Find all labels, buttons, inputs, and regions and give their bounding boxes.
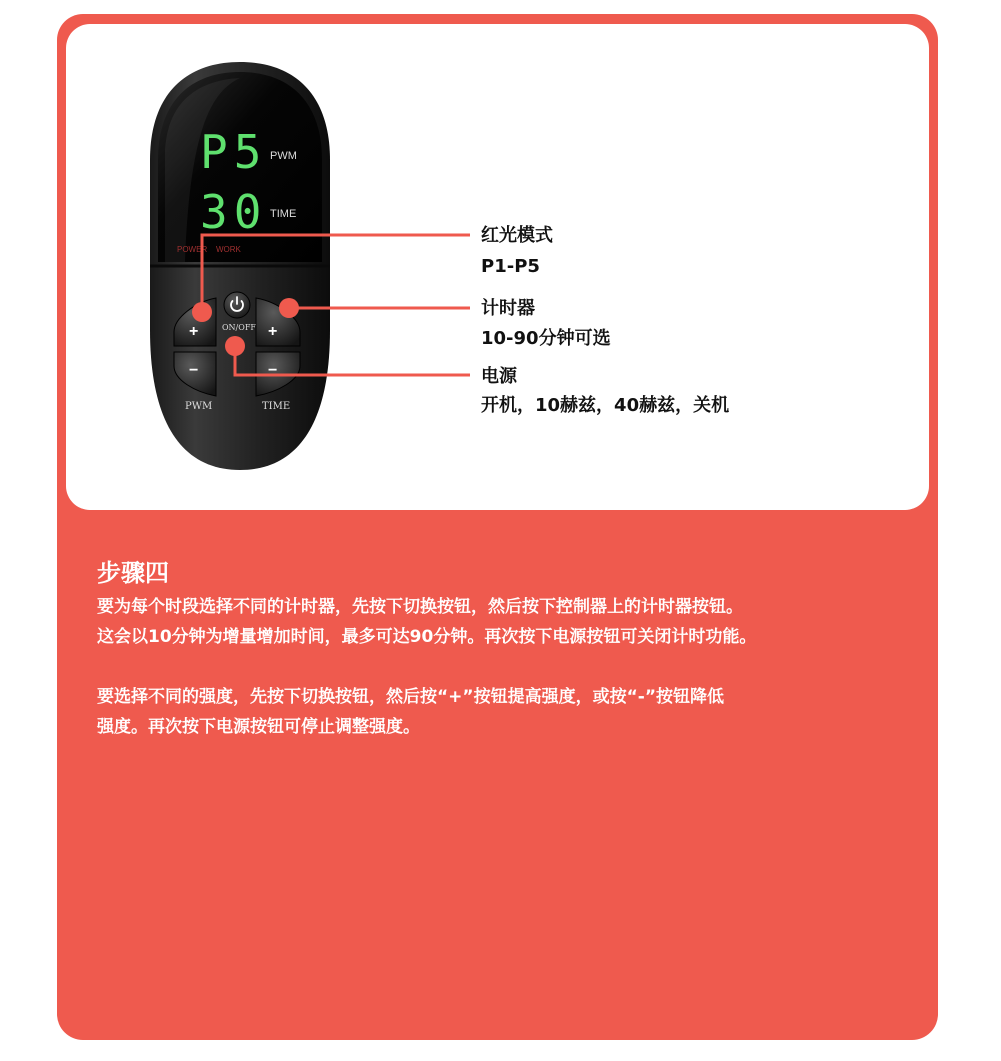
- callout-power-detail: 开机，10赫兹，40赫兹，关机: [481, 395, 730, 416]
- time-minus-symbol: −: [268, 362, 278, 379]
- time-plus-symbol: +: [268, 323, 278, 340]
- pwm-label: PWM: [185, 401, 213, 412]
- callout-mode-detail: P1-P5: [481, 256, 540, 277]
- step-title: 步骤四: [97, 559, 169, 587]
- power-button: [224, 292, 250, 318]
- callout-mode-title: 红光模式: [481, 225, 553, 246]
- display-mode: P5: [200, 125, 268, 179]
- callout-timer-title: 计时器: [481, 298, 535, 319]
- step-paragraph-intensity: [97, 682, 897, 742]
- callout-dot-power: [225, 336, 245, 356]
- step-paragraph-line: 要为每个时段选择不同的计时器，先按下切换按钮，然后按下控制器上的计时器按钮。: [97, 597, 743, 617]
- indicator-work: WORK: [216, 245, 241, 254]
- display-time-tag: TIME: [270, 208, 297, 220]
- callout-dot-timer: [279, 298, 299, 318]
- step-paragraph-line: 强度。再次按下电源按钮可停止调整强度。: [97, 717, 420, 737]
- callout-timer-detail: 10-90分钟可选: [481, 328, 611, 349]
- step-paragraph-line: 这会以10分钟为增量增加时间，最多可达90分钟。再次按下电源按钮可关闭计时功能。: [97, 627, 757, 647]
- display-mode-tag: PWM: [270, 150, 297, 162]
- step-paragraph-timer: [97, 592, 897, 652]
- display-time: 30: [200, 185, 268, 239]
- pwm-minus-symbol: −: [189, 362, 199, 379]
- onoff-label: ON/OFF: [222, 323, 256, 332]
- time-label: TIME: [262, 401, 291, 412]
- step-paragraph-line: 要选择不同的强度，先按下切换按钮，然后按“+”按钮提高强度，或按“-”按钮降低: [97, 687, 724, 707]
- callout-power-title: 电源: [481, 366, 517, 387]
- indicator-power: POWER: [177, 245, 208, 254]
- pwm-plus-symbol: +: [189, 323, 199, 340]
- callout-dot-mode: [192, 302, 212, 322]
